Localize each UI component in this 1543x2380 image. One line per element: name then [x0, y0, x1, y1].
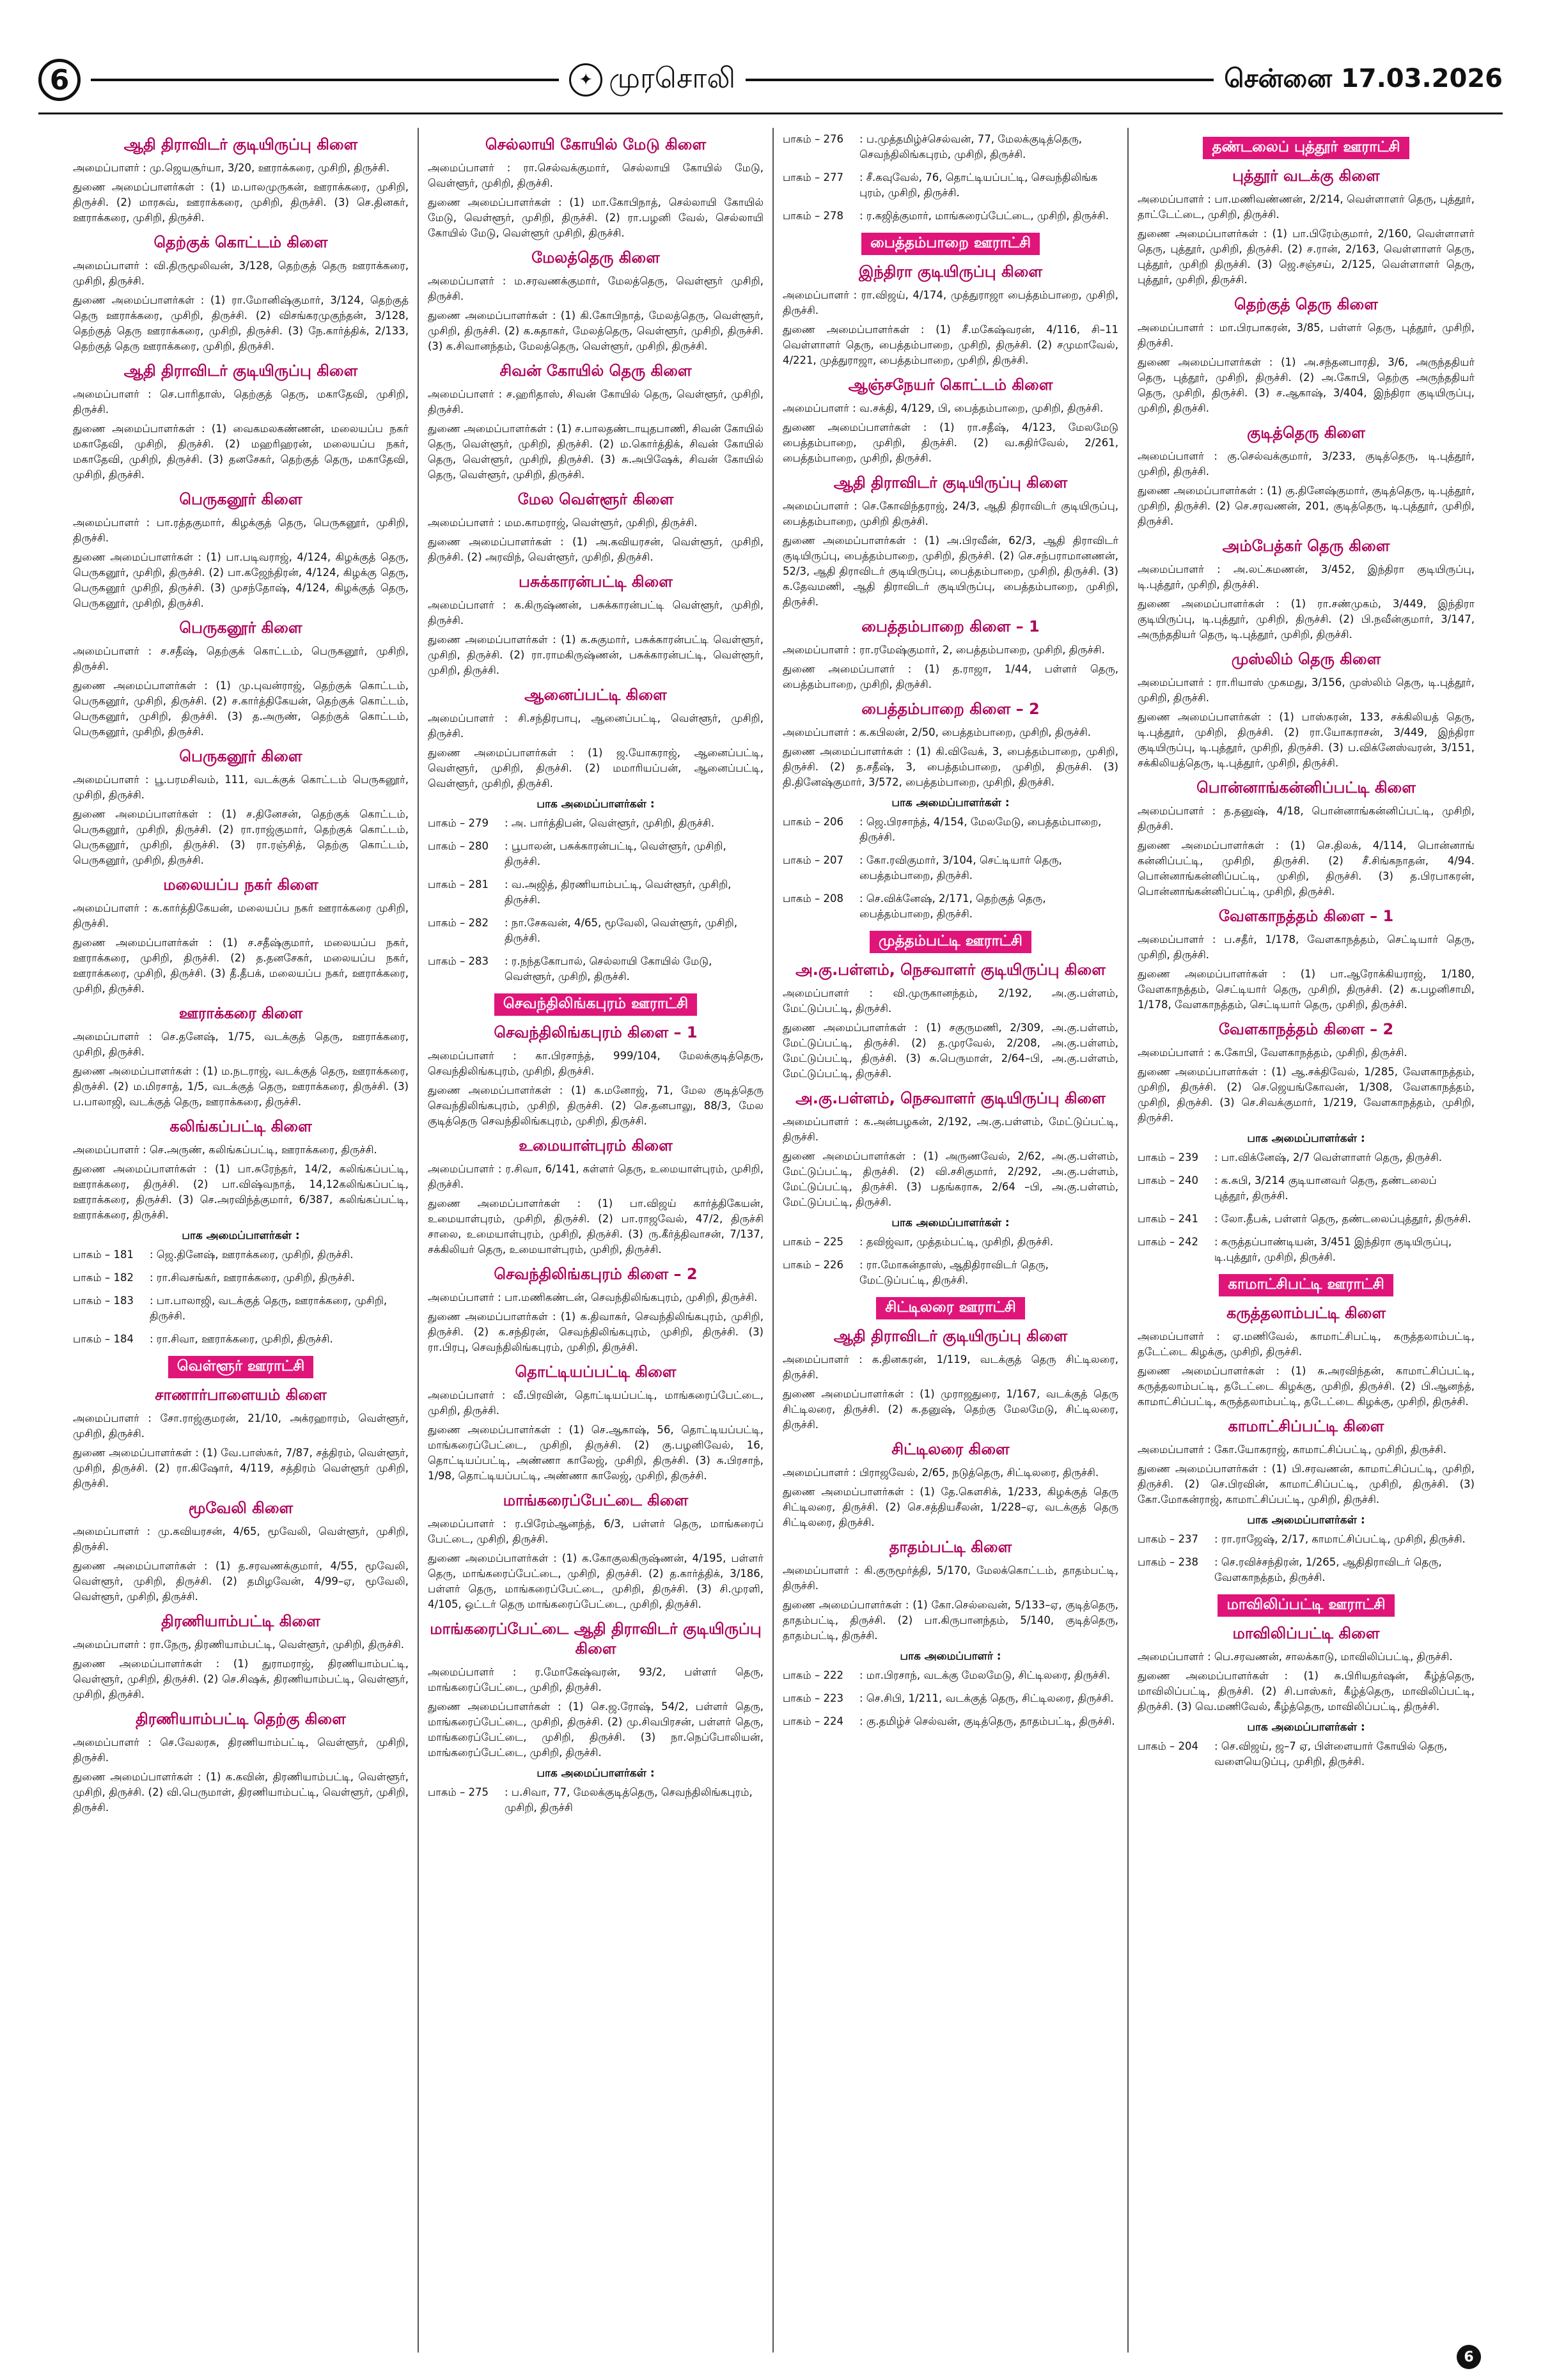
organizer-text: அமைப்பாளர் : பா.ரத்தகுமார், கிழக்குத் தெரு, பெருகனூர், முசிறி, திருச்சி.: [73, 517, 409, 544]
section-heading: சிட்டிலரை கிளை: [891, 1440, 1010, 1458]
booth-organizers-heading: பாக அமைப்பாளர்கள் :: [891, 797, 1010, 809]
section-heading: ஆஞ்சநேயர் கொட்டம் கிளை: [848, 376, 1053, 394]
booth-row: [1138, 1555, 1475, 1585]
booth-label: பாகம் – 226: [783, 1259, 843, 1271]
section-heading: சிவன் கோயில் தெரு கிளை: [499, 362, 692, 380]
panchayat-banner: மாவிலிப்பட்டி ஊராட்சி: [1218, 1594, 1394, 1617]
section-heading: பசுக்காரன்பட்டி கிளை: [519, 573, 673, 591]
section-heading: உமையாள்புரம் கிளை: [519, 1137, 673, 1155]
booth-row: [783, 1668, 1118, 1683]
booth-organizers-heading: பாக அமைப்பாளர்கள் :: [891, 1217, 1010, 1229]
column-4: [1129, 128, 1484, 2353]
booth-label: பாகம் – 241: [1138, 1213, 1198, 1225]
booth-text: : ப.முத்தமிழ்ச்செல்வன், 77, மேலக்குடித்தெரு, செவந்திலிங்கபுரம், முசிறி, திருச்சி.: [859, 133, 1083, 160]
deputy-organizers-text: துணை அமைப்பாளர்கள் : (1) மா.கோபிநாத், செல்லாயி கோயில் மேடு, வெள்ளூர், முசிறி, திருச்சி. (2) ரா.பழனி வேல், செல்லாயி கோயில் மேடு, வெள்ளூர் முசிறி, திருச்சி.: [428, 196, 764, 239]
organizer-text: அமைப்பாளர் : ரா.விஜய், 4/174, முத்துராஜா பைத்தம்பாறை, முசிறி, திருச்சி.: [783, 289, 1118, 316]
booth-row: [783, 1691, 1118, 1706]
booth-organizers-heading: பாக அமைப்பாளர்கள் :: [1247, 1132, 1365, 1145]
deputy-organizers-text: துணை அமைப்பாளர்கள் : (1) முராஜதுரை, 1/167, வடக்குத் தெரு சிட்டிலரை, திருச்சி. (2) க.தனுஷ், தெற்கு மேலமேடு, சிட்டிலரை, திருச்சி.: [783, 1388, 1118, 1431]
column-2: [419, 128, 774, 2353]
organizer-text: அமைப்பாளர் : க.கோபி, வேளகாநத்தம், முசிறி, திருச்சி.: [1138, 1046, 1407, 1059]
booth-text: : வ.அஜித், திரணியாம்பட்டி, வெள்ளூர், முசிறி, திருச்சி.: [505, 878, 732, 906]
deputy-organizers-text: துணை அமைப்பாளர்கள் : (1) அ.பிரவீன், 62/3, ஆதி திராவிடர் குடியிருப்பு, பைத்தம்பாறை, முசிறி, திருச்சி. (2) செ.சந்பராமானணன், 52/3, ஆதி திராவிடர் குடியிருப்பு, பைத்தம்பாறை, முசிறி, திருச்சி. (3) க.தேவமணி, ஆதி திராவிடர் குடியிருப்பு, பைத்தம்பாறை, முசிறி, திருச்சி.: [783, 534, 1118, 608]
booth-text: : தவிஜ்வா, முத்தம்பட்டி, முசிறி, திருச்சி.: [859, 1236, 1054, 1248]
booth-label: பாகம் – 224: [783, 1715, 843, 1727]
header-rule-left: [91, 79, 559, 81]
header-rule-right: [746, 79, 1214, 81]
footer-page-number: 6: [1457, 2345, 1481, 2369]
deputy-organizers-text: துணை அமைப்பாளர்கள் : (1) ச.சதீஷ்குமார், மலையப்ப நகர், ஊராக்கரை, முசிறி, திருச்சி. (2) த.தனசேகர், மலையப்ப நகர், ஊராக்கரை, முசிறி, திருச்சி. (3) தீ.தீபக், மலையப்ப நகர், ஊராக்கரை, முசிறி, திருச்சி.: [73, 937, 409, 995]
booth-label: பாகம் – 275: [428, 1786, 489, 1798]
booth-label: பாகம் – 239: [1138, 1151, 1198, 1163]
section-heading: மலையப்ப நகர் கிளை: [163, 876, 318, 894]
booth-organizers-heading: பாக அமைப்பாளர்கள் :: [537, 798, 655, 811]
booth-row: [1138, 1173, 1475, 1204]
organizer-text: அமைப்பாளர் : கோ.யோகராஜ், காமாட்சிப்பட்டி, முசிறி, திருச்சி.: [1138, 1443, 1447, 1456]
section-heading: பைத்தம்பாறை கிளை – 2: [861, 700, 1040, 718]
organizer-text: அமைப்பாளர் : வி.முருகானந்தம், 2/192, அ.கு.பள்ளம், மேட்டுப்பட்டி, திருச்சி.: [783, 987, 1118, 1015]
organizer-text: அமைப்பாளர் : ச.ஹரிதாஸ், சிவன் கோயில் தெரு, வெள்ளூர், முசிறி, திருச்சி.: [428, 388, 764, 416]
deputy-organizers-text: துணை அமைப்பாளர்கள் : (1) ஆ.சக்திவேல், 1/285, வேளகாநத்தம், முசிறி, திருச்சி. (2) செ.ஜெயங்கோவன், 1/308, வேளகாநத்தம், முசிறி, திருச்சி. (3) செ.சிவக்குமார், 1/219, வேளகாநத்தம், முசிறி, திருச்சி.: [1138, 1066, 1475, 1124]
organizer-text: அமைப்பாளர் : க.கபிலன், 2/50, பைத்தம்பாறை, முசிறி, திருச்சி.: [783, 726, 1092, 738]
booth-label: பாகம் – 222: [783, 1669, 843, 1681]
section-heading: கலிங்கப்பட்டி கிளை: [169, 1117, 312, 1135]
deputy-organizers-text: துணை அமைப்பாளர்கள் : (1) பாஸ்கரன், 133, சக்கிலியத் தெரு, டி.புத்தூர், முசிறி, திருச்சி. (2) ரா.யோகராசன், 3/449, இந்திரா குடியிருப்பு, டி.புத்தூர், முசிறி, திருச்சி. (3) ப.விக்னேஸ்வரன், 3/151, சக்கிலியத்தெரு, டி.புத்தூர், முசிறி, திருச்சி.: [1138, 711, 1475, 769]
booth-row: [783, 814, 1118, 845]
organizer-text: அமைப்பாளர் : மு.ஜெயசூர்யா, 3/20, ஊராக்கரை, முசிறி, திருச்சி.: [73, 162, 390, 174]
article-columns: [64, 128, 1484, 2353]
booth-row: [428, 1785, 764, 1816]
booth-label: பாகம் – 242: [1138, 1236, 1198, 1248]
booth-row: [783, 132, 1118, 162]
panchayat-banner: பைத்தம்பாறை ஊராட்சி: [861, 233, 1040, 255]
deputy-organizers-text: துணை அமைப்பாளர்கள் : (1) ச.தினேசன், தெற்குக் கொட்டம், பெருகனூர், முசிறி, திருச்சி. (2) ரா.ராஜ்குமார், தெற்குக் கொட்டம், பெருகனூர், முசிறி, திருச்சி. (3) ரா.ரஞ்சித், தெற்கு கொட்டம், பெருகனூர், முசிறி, திருச்சி.: [73, 808, 409, 866]
panchayat-banner: காமாட்சிபட்டி ஊராட்சி: [1219, 1274, 1393, 1296]
booth-row: [1138, 1532, 1475, 1547]
header-divider: [38, 113, 1503, 114]
section-heading: திரணியாம்பட்டி கிளை: [161, 1612, 320, 1630]
organizer-text: அமைப்பாளர் : வீ.பிரவின், தொட்டியப்பட்டி, மாங்கரைப்பேட்டை, முசிறி, திருச்சி.: [428, 1389, 764, 1417]
deputy-organizers-text: துணை அமைப்பாளர் : (1) த.ராஜா, 1/44, பள்ளர் தெரு, பைத்தம்பாறை, முசிறி, திருச்சி.: [783, 663, 1118, 690]
section-heading: ஆதி திராவிடர் குடியிருப்பு கிளை: [833, 1327, 1068, 1345]
booth-text: : ர.கஜித்குமார், மாங்கரைப்பேட்டை, முசிறி, திருச்சி.: [859, 210, 1109, 222]
booth-organizers-heading: பாக அமைப்பாளர்கள் :: [1247, 1514, 1365, 1527]
booth-row: [783, 1257, 1118, 1288]
organizer-text: அமைப்பாளர் : ர.மோகேஷ்வரன், 93/2, பள்ளர் தெரு, மாங்கரைப்பேட்டை, முசிறி, திருச்சி.: [428, 1666, 764, 1693]
booth-row: [73, 1270, 409, 1286]
organizer-text: அமைப்பாளர் : க.அன்பழகன், 2/192, அ.கு.பள்ளம், மேட்டுப்பட்டி, திருச்சி.: [783, 1116, 1118, 1143]
deputy-organizers-text: துணை அமைப்பாளர்கள் : (1) ச.பாலதண்டாயுதபாணி, சிவன் கோயில் தெரு, வெள்ளூர், முசிறி, திருச்சி. (2) ம.கொர்த்திக், சிவன் கோயில் தெரு, வெள்ளூர், முசிறி, திருச்சி. (3) சு.அபிஷேக், சிவன் கோயில் தெரு, வெள்ளூர், முசிறி, திருச்சி.: [428, 423, 764, 481]
deputy-organizers-text: துணை அமைப்பாளர்கள் : (1) தே.கௌசிக், 1/233, கிழக்குத் தெரு சிட்டிலரை, திருச்சி. (2) செ.சத்தியசீலன், 1/228–ஏ, வடக்குத் தெரு சிட்டிலரை, திருச்சி.: [783, 1486, 1118, 1528]
booth-row: [1138, 1739, 1475, 1769]
organizer-text: அமைப்பாளர் : ம.சரவணக்குமார், மேலத்தெரு, வெள்ளூர் முசிறி, திருச்சி.: [428, 275, 764, 302]
section-heading: பெருகனூர் கிளை: [179, 747, 302, 765]
section-heading: மூவேலி கிளை: [188, 1499, 294, 1517]
booth-organizers-heading: பாக அமைப்பாளர்கள் :: [182, 1229, 300, 1242]
booth-label: பாகம் – 206: [783, 816, 843, 828]
organizer-text: அமைப்பாளர் : மம.காமராஜ், வெள்ளூர், முசிறி, திருச்சி.: [428, 517, 698, 529]
booth-text: : செ.விஜய், ஜ–7 ஏ, பிள்ளையார் கோயில் தெரு, வளையெடுப்பு, முசிறி, திருச்சி.: [1214, 1740, 1448, 1768]
booth-label: பாகம் – 208: [783, 892, 843, 905]
section-heading: தாதம்பட்டி கிளை: [889, 1538, 1012, 1556]
section-heading: தொட்டியப்பட்டி கிளை: [515, 1363, 677, 1381]
booth-row: [783, 1714, 1118, 1729]
organizer-text: அமைப்பாளர் : ரா.செல்வக்குமார், செல்லாயி கோயில் மேடு, வெள்ளூர், முசிறி, திருச்சி.: [428, 162, 764, 189]
deputy-organizers-text: துணை அமைப்பாளர்கள் : (1) அ.சந்தனபாரதி, 3/6, அருந்ததியர் தெரு, புத்தூர், முசிறி, திருச்சி. (2) அ.கோபி, தெற்கு அருந்ததியர் தெரு, முசிறி, திருச்சி. (3) ச.ஆகாஷ், 3/404, இந்திரா குடியிருப்பு, முசிறி, திருச்சி.: [1138, 356, 1475, 414]
section-heading: பைத்தம்பாறை கிளை – 1: [861, 618, 1040, 635]
deputy-organizers-text: துணை அமைப்பாளர்கள் : (1) அ.கவியரசன், வெள்ளூர், முசிறி, திருச்சி. (2) அரவிந், வெள்ளூர், முசிறி, திருச்சி.: [428, 536, 764, 563]
deputy-organizers-text: துணை அமைப்பாளர்கள் : (1) வைகமலகண்ணன், மலையப்ப நகர் மகாதேவி, முசிறி, திருச்சி. (2) மஹரிஹரன், மலையப்ப நகர், மகாதேவி, முசிறி, திருச்சி. (3) தனசேகர், தெற்குத் தெரு, மகாதேவி, முசிறி, திருச்சி.: [73, 423, 409, 481]
deputy-organizers-text: துணை அமைப்பாளர்கள் : (1) துராமராஜ், திரணியாம்பட்டி, வெள்ளூர், முசிறி, திருச்சி. (2) செ.சிஷக், திரணியாம்பட்டி, வெள்ளூர், முசிறி, திருச்சி.: [73, 1658, 409, 1700]
booth-label: பாகம் – 280: [428, 840, 489, 852]
deputy-organizers-text: துணை அமைப்பாளர்கள் : (1) சகுருமணி, 2/309, அ.கு.பள்ளம், மேட்டுப்பட்டி, திருச்சி. (2) த.முரவேல், 2/208, அ.கு.பள்ளம், மேட்டுப்பட்டி, திருச்சி. (3) சு.பெருமாள், 2/64–பி, அ.கு.பள்ளம், மேட்டுப்பட்டி, திருச்சி.: [783, 1022, 1118, 1080]
organizer-text: அமைப்பாளர் : பா.மணிவண்ணன், 2/214, வெள்ளாளர் தெரு, புத்தூர், தாட்டேட்டை, முசிறி, திருச்சி.: [1138, 193, 1475, 221]
deputy-organizers-text: துணை அமைப்பாளர்கள் : (1) சீ.மகேஷ்வரன், 4/116, சி–11 வெள்ளாளர் தெரு, பைத்தம்பாறை, முசிறி, திருச்சி. (2) சமுமாவேல், 4/221, முத்துராஜா, பைத்தம்பாறை, முசிறி, திருச்சி.: [783, 323, 1118, 366]
booth-label: பாகம் – 204: [1138, 1740, 1198, 1752]
organizer-text: அமைப்பாளர் : ரா.ரியாஸ் முகமது, 3/156, முஸ்லிம் தெரு, டி.புத்தூர், முசிறி, திருச்சி.: [1138, 676, 1475, 704]
booth-label: பாகம் – 240: [1138, 1174, 1198, 1186]
booth-text: : ஜெ.பிரசாந்த், 4/154, மேலமேடு, பைத்தம்பாறை, திருச்சி.: [859, 816, 1102, 843]
column-3: [774, 128, 1129, 2353]
section-heading: அ.கு.பள்ளம், நெசவாளர் குடியிருப்பு கிளை: [795, 961, 1106, 979]
organizer-text: அமைப்பாளர் : ச.சதீஷ், தெற்குக் கொட்டம், பெருகனூர், முசிறி, திருச்சி.: [73, 645, 409, 673]
booth-label: பாகம் – 237: [1138, 1533, 1198, 1545]
deputy-organizers-text: துணை அமைப்பாளர்கள் : (1) பா.விஜய் கார்த்திகேயன், உமையாள்புரம், முசிறி, திருச்சி. (2) பா.ராஜவேல், 47/2, திருச்சி சாலை, உமையாள்புரம், முசிறி, திருச்சி. (3) ரு.கீர்த்திவாசன், 7/137, சக்கிலியர் தெரு, உமையாள்புரம், முசிறி, திருச்சி.: [428, 1197, 764, 1256]
deputy-organizers-text: துணை அமைப்பாளர்கள் : (1) வே.பாஸ்கர், 7/87, சத்திரம், வெள்ளூர், முசிறி, திருச்சி. (2) ரா.கிஷோர், 4/119, சத்திரம் வெள்ளூர் முசிறி, திருச்சி.: [73, 1447, 409, 1489]
booth-row: [783, 170, 1118, 201]
section-heading: பெருகனூர் கிளை: [179, 619, 302, 637]
deputy-organizers-text: துணை அமைப்பாளர்கள் : (1) ரா.மோனிஷ்குமார், 3/124, தெற்குத் தெரு ஊராக்கரை, முசிறி, திருச்சி. (2) விசங்கரமுகுந்தன், 3/128, தெற்குத் தெரு ஊராக்கரை, முசிறி, திருச்சி. (3) நே.கார்த்திக், 2/133, தெற்குத் தெரு ஊராக்கரை, முசிறி, திருச்சி.: [73, 294, 409, 352]
deputy-organizers-text: துணை அமைப்பாளர்கள் : (1) பா.படிவராஜ், 4/124, கிழக்குத் தெரு, பெருகனூர், முசிறி, திருச்சி. (2) பா.கஜேந்திரன், 4/124, கிழக்கு தெரு, பெருகனூர் முசிறி, திருச்சி. (3) முசந்தோஷ், 4/124, கிழக்குத் தெரு, பெருகனூர், முசிறி, திருச்சி.: [73, 551, 409, 609]
deputy-organizers-text: துணை அமைப்பாளர்கள் : (1) ம.பாலமுருகன், ஊராக்கரை, முசிறி, திருச்சி. (2) மாரசுவ், ஊராக்கரை, முசிறி, திருச்சி. (3) செ.தினகர், ஊராக்கரை, முசிறி, திருச்சி.: [73, 181, 409, 224]
deputy-organizers-text: துணை அமைப்பாளர்கள் : (1) ம.நடராஜ், வடக்குத் தெரு, ஊராக்கரை, திருச்சி. (2) ம.மிரசாத், 1/5, வடக்குத் தெரு, ஊராக்கரை, திருச்சி. (3) ப.பாலாஜி, வடக்குத் தெரு, ஊராக்கரை, திருச்சி.: [73, 1065, 409, 1108]
deputy-organizers-text: துணை அமைப்பாளர்கள் : (1) பா.சுரேந்தர், 14/2, கலிங்கப்பட்டி, ஊராக்கரை, திருச்சி. (2) பா.விஷ்வநாத், 14,12கலிங்கப்பட்டி, ஊராக்கரை, திருச்சி. (3) செ.அரவிந்த்குமார், 6/387, கலிங்கப்பட்டி, ஊராக்கரை, திருச்சி.: [73, 1163, 409, 1221]
booth-label: பாகம் – 181: [73, 1248, 134, 1261]
organizer-text: அமைப்பாளர் : சி.சந்திரபாபு, ஆனைப்பட்டி, வெள்ளூர், முசிறி, திருச்சி.: [428, 712, 764, 740]
booth-text: : பூபாலன், பசுக்காரன்பட்டி, வெள்ளூர், முசிறி, திருச்சி.: [505, 840, 726, 867]
booth-organizers-heading: பாக அமைப்பாளர் :: [900, 1650, 1001, 1663]
organizer-text: அமைப்பாளர் : ஏ.மணிவேல், காமாட்சிபட்டி, கருத்தலாம்பட்டி, தடேட்டை கிழக்கு, முசிறி, திருச்சி.: [1138, 1330, 1475, 1358]
booth-text: : ரா.மோகன்தாஸ், ஆதிதிராவிடர் தெரு, மேட்டுப்பட்டி, திருச்சி.: [859, 1259, 1049, 1286]
booth-text: : ர.நந்தகோபால், செல்லாயி கோயில் மேடு, வெள்ளூர், முசிறி, திருச்சி.: [505, 955, 712, 983]
booth-row: [428, 839, 764, 869]
deputy-organizers-text: துணை அமைப்பாளர்கள் : (1) செ.ஜ.ரோஷ், 54/2, பள்ளர் தெரு, மாங்கரைப்பேட்டை, முசிறி, திருச்சி. (2) மு.சிவபிரசன், பள்ளர் தெரு, மாங்கரைப்பேட்டை, முசிறி, திருச்சி. (3) நா.நெப்போலியன், மாங்கரைப்பேட்டை, முசிறி, திருச்சி.: [428, 1700, 764, 1759]
booth-row: [428, 816, 764, 831]
section-heading: ஆதி திராவிடர் குடியிருப்பு கிளை: [833, 474, 1068, 492]
panchayat-banner: சிட்டிலரை ஊராட்சி: [876, 1297, 1025, 1319]
deputy-organizers-text: துணை அமைப்பாளர்கள் : (1) கு.தினேஷ்குமார், குடித்தெரு, டி.புத்தூர், முசிறி, திருச்சி. (2) செ.சரவணன், 201, குடித்தெரு, டி.புத்தூர், முசிறி, திருச்சி.: [1138, 485, 1475, 527]
organizer-text: அமைப்பாளர் : க.கிருஷ்ணன், பசுக்காரன்பட்டி வெள்ளூர், முசிறி, திருச்சி.: [428, 599, 764, 626]
section-heading: சாணார்பாளையம் கிளை: [155, 1386, 327, 1404]
organizer-text: அமைப்பாளர் : ர.சிவா, 6/141, கள்ளர் தெரு, உமையாள்புரம், முசிறி, திருச்சி.: [428, 1163, 764, 1190]
masthead: [38, 55, 1503, 105]
organizer-text: அமைப்பாளர் : பிராஜவேல், 2/65, நடுத்தெரு, சிட்டிலரை, திருச்சி.: [783, 1466, 1099, 1479]
panchayat-banner: வெள்ளூர் ஊராட்சி: [168, 1356, 313, 1378]
deputy-organizers-text: துணை அமைப்பாளர்கள் : (1) செ.ஆகாஷ், 56, தொட்டியப்பட்டி, மாங்கரைப்பேட்டை, முசிறி, திருச்சி. (2) கு.பழனிவேல், 16, தொட்டியப்பட்டி, அண்ணா காலேஜ், முசிறி, திருச்சி. (3) சு.பிரசாந், 1/98, தொட்டியப்பட்டி, அண்ணா காலேஜ், முசிறி, திருச்சி.: [428, 1424, 764, 1482]
booth-text: : செ.சிபி, 1/211, வடக்குத் தெரு, சிட்டிலரை, திருச்சி.: [859, 1692, 1114, 1704]
booth-text: : ரா.சிவசங்கர், ஊராக்கரை, முசிறி, திருச்சி.: [150, 1272, 355, 1284]
organizer-text: அமைப்பாளர் : வ.சக்தி, 4/129, பி, பைத்தம்பாறை, முசிறி, திருச்சி.: [783, 402, 1104, 414]
organizer-text: அமைப்பாளர் : க.தினகரன், 1/119, வடக்குத் தெரு சிட்டிலரை, திருச்சி.: [783, 1353, 1118, 1381]
organizer-text: அமைப்பாளர் : கி.குருமூர்த்தி, 5/170, மேலக்கொட்டம், தாதம்பட்டி, திருச்சி.: [783, 1564, 1118, 1592]
booth-label: பாகம் – 207: [783, 854, 843, 866]
booth-text: : க.சுபி, 3/214 குடியானவர் தெரு, தண்டலைப் புத்தூர், திருச்சி.: [1214, 1174, 1437, 1202]
booth-row: [783, 208, 1118, 224]
deputy-organizers-text: துணை அமைப்பாளர்கள் : (1) ரா.சண்முகம், 3/449, இந்திரா குடியிருப்பு, டி.புத்தூர், முசிறி, திருச்சி. (2) பி.நவீன்குமார், 3/147, அருந்ததியர் தெரு, டி.புத்தூர், முசிறி, திருச்சி.: [1138, 598, 1475, 641]
section-heading: முஸ்லிம் தெரு கிளை: [1231, 650, 1381, 668]
booth-organizers-heading: பாக அமைப்பாளர்கள் :: [1247, 1721, 1365, 1734]
deputy-organizers-text: துணை அமைப்பாளர்கள் : (1) கி.கோபிநாத், மேலத்தெரு, வெள்ளூர், முசிறி, திருச்சி. (2) க.சுதாகர், மேலத்தெரு, வெள்ளூர், முசிறி, திருச்சி. (3) க.சிவானந்தம், மேலத்தெரு, வெள்ளூர், முசிறி, திருச்சி.: [428, 309, 764, 352]
organizer-text: அமைப்பாளர் : வி.திருமூலிவன், 3/128, தெற்குத் தெரு ஊராக்கரை, முசிறி, திருச்சி.: [73, 260, 409, 287]
booth-text: : கோ.ரவிகுமார், 3/104, செட்டியார் தெரு, பைத்தம்பாறை, திருச்சி.: [859, 854, 1062, 882]
brand-logo: [569, 62, 735, 98]
booth-label: பாகம் – 278: [783, 210, 843, 222]
booth-row: [428, 877, 764, 908]
section-heading: ஆதி திராவிடர் குடியிருப்பு கிளை: [123, 136, 358, 153]
booth-text: : ரா.சிவா, ஊராக்கரை, முசிறி, திருச்சி.: [150, 1333, 333, 1345]
deputy-organizers-text: துணை அமைப்பாளர்கள் : (1) பி.சரவணன், காமாட்சிப்பட்டி, முசிறி, திருச்சி. (2) செ.பிரவின், காமாட்சிப்பட்டி, முசிறி, திருச்சி. (3) கோ.மோகன்ராஜ், காமாட்சிப்பட்டி, முசிறி, திருச்சி.: [1138, 1463, 1475, 1505]
booth-text: : நா.சேகவன், 4/65, மூவேலி, வெள்ளூர், முசிறி, திருச்சி.: [505, 917, 738, 944]
section-heading: தெற்குத் தெரு கிளை: [1234, 295, 1378, 313]
section-heading: கருத்தலாம்பட்டி கிளை: [1226, 1304, 1386, 1322]
booth-label: பாகம் – 183: [73, 1295, 134, 1307]
organizer-text: அமைப்பாளர் : ரா.ரமேஷ்குமார், 2, பைத்தம்பாறை, முசிறி, திருச்சி.: [783, 644, 1105, 656]
panchayat-banner: தண்டலைப் புத்தூர் ஊராட்சி: [1203, 137, 1409, 159]
deputy-organizers-text: துணை அமைப்பாளர்கள் : (1) கி.விவேக், 3, பைத்தம்பாறை, முசிறி, திருச்சி. (2) த.சதீஷ், 3, பைத்தம்பாறை, முசிறி, திருச்சி. (3) தி.தினேஷ்குமார், 3/572, பைத்தம்பாறை, முசிறி, திருச்சி.: [783, 745, 1118, 788]
organizer-text: அமைப்பாளர் : கா.பிரசாந்த், 999/104, மேலக்குடித்தெரு, செவந்திலிங்கபுரம், முசிறி, திருச்சி.: [428, 1050, 764, 1077]
page-number-badge: 6: [38, 59, 81, 101]
booth-organizers-heading: பாக அமைப்பாளர்கள் :: [537, 1767, 655, 1780]
deputy-organizers-text: துணை அமைப்பாளர்கள் : (1) ஜ.யோகராஜ், ஆனைப்பட்டி, வெள்ளூர், முசிறி, திருச்சி. (2) மமாரியப்பன், ஆனைப்பட்டி, வெள்ளூர், முசிறி, திருச்சி.: [428, 747, 764, 789]
booth-row: [428, 954, 764, 984]
booth-row: [783, 853, 1118, 883]
organizer-text: அமைப்பாளர் : பெ.சரவணன், சாலக்காடு, மாவிலிப்பட்டி, திருச்சி.: [1138, 1651, 1453, 1663]
section-heading: அ.கு.பள்ளம், நெசவாளர் குடியிருப்பு கிளை: [795, 1089, 1106, 1107]
section-heading: செவந்திலிங்கபுரம் கிளை – 1: [494, 1023, 698, 1041]
section-heading: தெற்குக் கொட்டம் கிளை: [153, 233, 328, 251]
panchayat-banner: முத்தம்பட்டி ஊராட்சி: [870, 931, 1031, 953]
organizer-text: அமைப்பாளர் : கு.செல்வக்குமார், 3/233, குடித்தெரு, டி.புத்தூர், முசிறி, திருச்சி.: [1138, 450, 1475, 478]
booth-text: : செ.ரவிச்சந்திரன், 1/265, ஆதிதிராவிடர் தெரு, வேளகாநத்தம், திருச்சி.: [1214, 1556, 1442, 1583]
organizer-text: அமைப்பாளர் : செ.அருண், கலிங்கப்பட்டி, ஊராக்கரை, திருச்சி.: [73, 1144, 377, 1156]
section-heading: பெருகனூர் கிளை: [179, 490, 302, 508]
section-heading: மாங்கரைப்பேட்டை ஆதி திராவிடர் குடியிருப்பு கிளை: [430, 1620, 762, 1658]
booth-row: [73, 1247, 409, 1263]
booth-label: பாகம் – 277: [783, 171, 843, 183]
booth-label: பாகம் – 238: [1138, 1556, 1198, 1568]
section-heading: இந்திரா குடியிருப்பு கிளை: [859, 263, 1042, 281]
panchayat-banner: செவந்திலிங்கபுரம் ஊராட்சி: [494, 993, 697, 1016]
section-heading: ஆதி திராவிடர் குடியிருப்பு கிளை: [123, 362, 358, 380]
section-heading: ஊராக்கரை கிளை: [178, 1004, 303, 1022]
booth-text: : மா.பிரசாந், வடக்கு மேலமேடு, சிட்டிலரை, திருச்சி.: [859, 1669, 1111, 1681]
organizer-text: அமைப்பாளர் : செ.வேலரசு, திரணியாம்பட்டி, வெள்ளூர், முசிறி, திருச்சி.: [73, 1736, 409, 1764]
booth-text: : பா.விக்னேஷ், 2/7 வெள்ளாளர் தெரு, திருச்சி.: [1214, 1151, 1443, 1163]
booth-text: : கு.தமிழ்ச் செல்வன், குடித்தெரு, தாதம்பட்டி, திருச்சி.: [859, 1715, 1115, 1727]
booth-text: : ப.சிவா, 77, மேலக்குடித்தெரு, செவந்திலிங்கபுரம், முசிறி, திருச்சி: [505, 1786, 753, 1814]
torch-icon: ✦: [569, 63, 602, 97]
booth-row: [1138, 1234, 1475, 1265]
booth-text: : அ. பார்த்திபன், வெள்ளூர், முசிறி, திருச்சி.: [505, 817, 715, 829]
booth-text: : செ.விக்னேஷ், 2/171, தெற்குத் தெரு, பைத்தம்பாறை, திருச்சி.: [859, 892, 1046, 920]
section-heading: செவந்திலிங்கபுரம் கிளை – 2: [494, 1265, 698, 1283]
booth-row: [428, 915, 764, 946]
organizer-text: அமைப்பாளர் : பா.மணிகண்டன், செவந்திலிங்கபுரம், முசிறி, திருச்சி.: [428, 1291, 758, 1303]
organizer-text: அமைப்பாளர் : ர.பிரேம்ஆனந்த், 6/3, பள்ளர் தெரு, மாங்கரைப் பேட்டை, முசிறி, திருச்சி.: [428, 1518, 764, 1545]
section-heading: பொன்னாங்கன்னிப்பட்டி கிளை: [1196, 779, 1416, 797]
booth-row: [73, 1332, 409, 1347]
booth-label: பாகம் – 281: [428, 878, 489, 891]
deputy-organizers-text: துணை அமைப்பாளர்கள் : (1) கோ.செல்வைன், 5/133–ஏ, குடித்தெரு, தாதம்பட்டி, திருச்சி. (2) பா.கிருபானந்தம், 5/140, குடித்தெரு, தாதம்பட்டி, திருச்சி.: [783, 1599, 1118, 1642]
organizer-text: அமைப்பாளர் : ப.சதீர், 1/178, வேளகாநத்தம், செட்டியார் தெரு, முசிறி, திருச்சி.: [1138, 933, 1475, 961]
deputy-organizers-text: துணை அமைப்பாளர்கள் : (1) க.சுகுமார், பசுக்காரன்பட்டி வெள்ளூர், முசிறி, திருச்சி. (2) ரா.ராமகிருஷ்ணன், பசுக்காரன்பட்டி, வெள்ளூர், முசிறி, திருச்சி.: [428, 634, 764, 676]
booth-label: பாகம் – 283: [428, 955, 489, 967]
booth-row: [1138, 1150, 1475, 1165]
booth-text: : சீ.கவுவேல், 76, தொட்டியப்பட்டி, செவந்திலிங்க புரம், முசிறி, திருச்சி.: [859, 171, 1098, 199]
section-heading: வேளகாநத்தம் கிளை – 1: [1218, 907, 1394, 925]
column-1: [64, 128, 419, 2353]
deputy-organizers-text: துணை அமைப்பாளர்கள் : (1) பா.ஆரோக்கியராஜ், 1/180, வேளகாநத்தம், செட்டியார் தெரு, முசிறி, திருச்சி. (2) க.பழனிசாமி, 1/178, வேளகாநத்தம், செட்டியார் தெரு, முசிறி, திருச்சி.: [1138, 968, 1475, 1011]
section-heading: புத்தூர் வடக்கு கிளை: [1232, 167, 1380, 185]
booth-label: பாகம் – 279: [428, 817, 489, 829]
deputy-organizers-text: துணை அமைப்பாளர்கள் : (1) சு.அரவிந்தன், காமாட்சிப்பட்டி, கருத்தலாம்பட்டி, தடேட்டை கிழக்கு, முசிறி, திருச்சி. (2) பி.ஆனந்த், காமாட்சிப்பட்டி, கருத்தலாம்பட்டி, தடேட்டை கிழக்கு, முசிறி, திருச்சி.: [1138, 1365, 1475, 1408]
section-heading: மாவிலிப்பட்டி கிளை: [1232, 1624, 1380, 1642]
booth-row: [783, 891, 1118, 922]
deputy-organizers-text: துணை அமைப்பாளர்கள் : (1) ரா.சதீஷ், 4/123, மேலமேடு பைத்தம்பாறை, முசிறி, திருச்சி. (2) வ.கதிர்வேல், 2/261, பைத்தம்பாறை, முசிறி, திருச்சி.: [783, 421, 1118, 464]
deputy-organizers-text: துணை அமைப்பாளர்கள் : (1) சு.பிரியதர்ஷன், கீழ்த்தெரு, மாவிலிப்பட்டி, திருச்சி. (2) சி.பாஸ்கர், கீழ்த்தெரு, மாவிலிப்பட்டி, திருச்சி. (3) வெ.மணிவேல், கீழ்த்தெரு, மாவிலிப்பட்டி, திருச்சி.: [1138, 1670, 1475, 1713]
deputy-organizers-text: துணை அமைப்பாளர்கள் : (1) பா.பிரேம்குமார், 2/160, வெள்ளாளர் தெரு, புத்தூர், முசிறி, திருச்சி. (2) ச.ரான், 2/163, வெள்ளாளர் தெரு, புத்தூர், முசிறி திருச்சி. (3) ஜெ.சஞ்சய், 2/125, வெள்ளாளர் தெரு, புத்தூர், முசிறி, திருச்சி.: [1138, 228, 1475, 286]
section-heading: குடித்தெரு கிளை: [1247, 424, 1365, 442]
organizer-text: அமைப்பாளர் : செ.தனேஷ், 1/75, வடக்குத் தெரு, ஊராக்கரை, முசிறி, திருச்சி.: [73, 1031, 409, 1058]
booth-label: பாகம் – 182: [73, 1272, 134, 1284]
booth-row: [1138, 1211, 1475, 1227]
organizer-text: அமைப்பாளர் : செ.கோவிந்தராஜ், 24/3, ஆதி திராவிடர் குடியிருப்பு, பைத்தம்பாறை, முசிறி திருச்சி.: [783, 500, 1118, 527]
booth-label: பாகம் – 276: [783, 133, 843, 145]
organizer-text: அமைப்பாளர் : அ.லட்சுமணன், 3/452, இந்திரா குடியிருப்பு, டி.புத்தூர், முசிறி, திருச்சி.: [1138, 563, 1475, 591]
booth-row: [73, 1293, 409, 1324]
section-heading: மேலத்தெரு கிளை: [531, 249, 660, 267]
section-heading: மேல வெள்ளூர் கிளை: [517, 490, 674, 508]
section-heading: ஆனைப்பட்டி கிளை: [524, 686, 667, 704]
deputy-organizers-text: துணை அமைப்பாளர்கள் : (1) செ.திலக், 4/114, பொன்னாங் கன்னிப்பட்டி, முசிறி, திருச்சி. (2) சீ.சிங்கநாதன், 4/94. பொன்னாங்கன்னிப்பட்டி, முசிறி, திருச்சி. (3) த.பிரபாகரன், பொன்னாங்கன்னிப்பட்டி, முசிறி, திருச்சி.: [1138, 839, 1475, 898]
organizer-text: அமைப்பாளர் : ரா.நேரு, திரணியாம்பட்டி, வெள்ளூர், முசிறி, திருச்சி.: [73, 1638, 404, 1651]
booth-text: : கருத்தப்பாண்டியன், 3/451 இந்திரா குடியிருப்பு, டி.புத்தூர், முசிறி, திருச்சி.: [1214, 1236, 1452, 1263]
organizer-text: அமைப்பாளர் : க.கார்த்திகேயன், மலையப்ப நகர் ஊராக்கரை முசிறி, திருச்சி.: [73, 902, 409, 929]
deputy-organizers-text: துணை அமைப்பாளர்கள் : (1) க.திவாகர், செவந்திலிங்கபுரம், முசிறி, திருச்சி. (2) க.சந்திரன், செவந்திலிங்கபுரம், முசிறி, திருச்சி. (3) ரா.பிரபு, செவந்திலிங்கபுரம், முசிறி, திருச்சி.: [428, 1311, 764, 1353]
booth-label: பாகம் – 282: [428, 917, 489, 929]
edition-date: சென்னை 17.03.2026: [1224, 63, 1503, 93]
brand-name: முரசொலி: [609, 61, 736, 95]
section-heading: திரணியாம்பட்டி தெற்கு கிளை: [136, 1710, 346, 1728]
section-heading: வேளகாநத்தம் கிளை – 2: [1218, 1020, 1394, 1038]
booth-text: : லோ.தீபக், பள்ளர் தெரு, தண்டலைப்புத்தூர், திருச்சி.: [1214, 1213, 1471, 1225]
organizer-text: அமைப்பாளர் : சோ.ராஜ்குமரன், 21/10, அக்ரஹாரம், வெள்ளூர், முசிறி, திருச்சி.: [73, 1412, 409, 1440]
deputy-organizers-text: துணை அமைப்பாளர்கள் : (1) அருணவேல், 2/62, அ.கு.பள்ளம், மேட்டுப்பட்டி, திருச்சி. (2) வி.சசிகுமார், 2/292, அ.கு.பள்ளம், மேட்டுப்பட்டி, திருச்சி. (3) பதங்கராசு, 2/64 –பி, அ.கு.பள்ளம், மேட்டுப்பட்டி, திருச்சி.: [783, 1150, 1118, 1208]
booth-row: [783, 1234, 1118, 1250]
section-heading: மாங்கரைப்பேட்டை கிளை: [503, 1491, 689, 1509]
organizer-text: அமைப்பாளர் : பூ.பரமசிவம், 111, வடக்குக் கொட்டம் பெருகனூர், முசிறி, திருச்சி.: [73, 774, 409, 801]
organizer-text: அமைப்பாளர் : மு.கவியரசன், 4/65, மூவேலி, வெள்ளூர், முசிறி, திருச்சி.: [73, 1525, 409, 1553]
deputy-organizers-text: துணை அமைப்பாளர்கள் : (1) க.கவின், திரணியாம்பட்டி, வெள்ளூர், முசிறி, திருச்சி. (2) வி.பெருமாள், திரணியாம்பட்டி, வெள்ளூர், முசிறி, திருச்சி.: [73, 1771, 409, 1814]
deputy-organizers-text: துணை அமைப்பாளர்கள் : (1) க.மனோஜ், 71, மேல குடித்தெரு செவந்திலிங்கபுரம், முசிறி, திருச்சி. (2) செ.தனபாலு, 88/3, மேல குடித்தெரு செவந்திலிங்கபுரம், முசிறி, திருச்சி.: [428, 1084, 764, 1127]
booth-text: : ரா.ராஜேஷ், 2/17, காமாட்சிப்பட்டி, முசிறி, திருச்சி.: [1214, 1533, 1466, 1545]
section-heading: காமாட்சிப்பட்டி கிளை: [1228, 1417, 1384, 1435]
section-heading: அம்பேத்கர் தெரு கிளை: [1222, 537, 1390, 555]
organizer-text: அமைப்பாளர் : செ.பாரிதாஸ், தெற்குத் தெரு, மகாதேவி, முசிறி, திருச்சி.: [73, 388, 409, 416]
deputy-organizers-text: துணை அமைப்பாளர்கள் : (1) மு.புவன்ராஜ், தெற்குக் கொட்டம், பெருகனூர், முசிறி, திருச்சி. (2) ச.கார்த்திகேயன், தெற்குக் கொட்டம், பெருகனூர், முசிறி, திருச்சி. (3) த.அருண், தெற்குக் கொட்டம், பெருகனூர், முசிறி, திருச்சி.: [73, 680, 409, 738]
booth-label: பாகம் – 223: [783, 1692, 843, 1704]
booth-label: பாகம் – 184: [73, 1333, 134, 1345]
booth-label: பாகம் – 225: [783, 1236, 843, 1248]
organizer-text: அமைப்பாளர் : த.தனுஷ், 4/18, பொன்னாங்கன்னிப்பட்டி, முசிறி, திருச்சி.: [1138, 805, 1475, 832]
booth-text: : ஜெ.தினேஷ், ஊராக்கரை, முசிறி, திருச்சி.: [150, 1248, 354, 1261]
booth-text: : பா.பாலாஜி, வடக்குத் தெரு, ஊராக்கரை, முசிறி, திருச்சி.: [150, 1295, 388, 1322]
section-heading: செல்லாயி கோயில் மேடு கிளை: [485, 136, 707, 153]
deputy-organizers-text: துணை அமைப்பாளர்கள் : (1) த.சரவணக்குமார், 4/55, மூவேலி, வெள்ளூர், முசிறி, திருச்சி. (2) தமிழவேன், 4/99–ஏ, மூவேலி, வெள்ளூர், முசிறி, திருச்சி.: [73, 1560, 409, 1603]
deputy-organizers-text: துணை அமைப்பாளர்கள் : (1) க.கோகுலகிருஷ்ணன், 4/195, பள்ளர் தெரு, மாங்கரைப்பேட்டை, முசிறி, திருச்சி. (2) த.கார்த்திக், 3/186, பள்ளர் தெரு, மாங்கரைப்பேட்டை, முசிறி, திருச்சி. (3) சி.முரளி, 4/105, ஒட்டர் தெரு மாங்கரைப்பேட்டை, முசிறி, திருச்சி.: [428, 1552, 764, 1610]
organizer-text: அமைப்பாளர் : மா.பிரபாகரன், 3/85, பள்ளர் தெரு, புத்தூர், முசிறி, திருச்சி.: [1138, 322, 1475, 349]
